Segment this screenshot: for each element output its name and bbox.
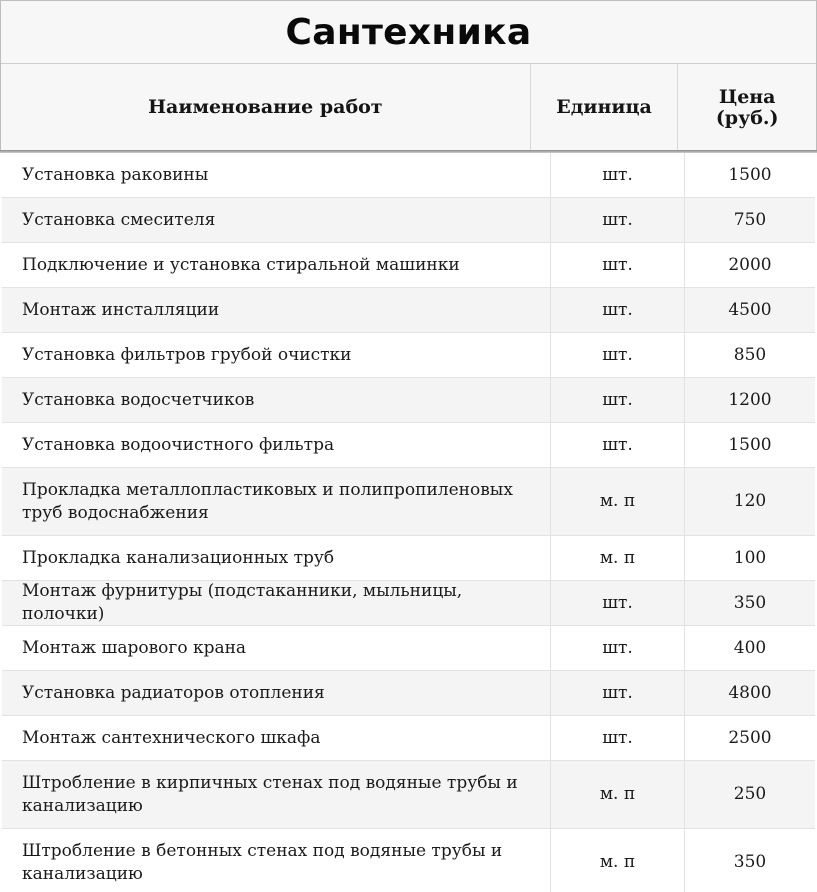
cell-unit: шт. [551,153,685,197]
title-row [1,1,816,64]
table-row [2,761,815,829]
table-row [2,829,815,892]
cell-unit: шт. [551,288,685,332]
cell-unit: шт. [551,333,685,377]
cell-price: 100 [733,547,767,568]
column-header-name [1,64,531,151]
page-title: Сантехника [285,11,532,53]
cell-name: Установка смесителя [2,198,551,242]
table-body [2,153,815,892]
cell-name: Монтаж сантехнического шкафа [2,716,551,760]
cell-price: 2500 [728,727,772,748]
cell-name: Установка фильтров грубой очистки [2,333,551,377]
cell-price: 1500 [728,434,772,455]
cell-name: Установка раковины [2,153,551,197]
cell-price: 4500 [728,299,772,320]
cell-name: Подключение и установка стиральной машинки [2,243,551,287]
table-row [2,333,815,378]
cell-unit: м. п [551,536,685,580]
cell-price: 1500 [728,164,772,185]
cell-unit: шт. [551,671,685,715]
table-row [2,468,815,536]
cell-name: Монтаж шарового крана [2,626,551,670]
cell-unit: шт. [551,716,685,760]
cell-unit: шт. [551,626,685,670]
cell-unit: шт. [551,198,685,242]
cell-name: Прокладка канализационных труб [2,536,551,580]
table-row [2,716,815,761]
cell-price: 4800 [728,682,772,703]
column-header-price-label: Цена (руб.) [715,85,779,129]
column-header-price [678,64,816,151]
cell-price: 120 [733,491,767,511]
table-row [2,378,815,423]
table-row [2,536,815,581]
cell-unit: шт. [551,423,685,467]
table-row [2,243,815,288]
cell-name: Штробление в бетонных стенах под водяные трубы и канализацию [2,829,551,892]
cell-unit: шт. [551,581,685,625]
cell-name: Установка радиаторов отопления [2,671,551,715]
column-header-unit [531,64,679,151]
cell-unit: м. п [551,761,685,828]
cell-name: Установка водосчетчиков [2,378,551,422]
cell-price: 2000 [728,254,772,275]
cell-unit: шт. [551,378,685,422]
cell-name: Монтаж инсталляции [2,288,551,332]
cell-price: 250 [733,784,767,804]
cell-price: 350 [733,852,767,872]
column-header-unit-label: Единица [556,96,652,118]
cell-unit: м. п [551,829,685,892]
table-row [2,581,815,626]
column-header-name-label: Наименование работ [148,96,383,118]
cell-price: 750 [733,209,767,230]
cell-price: 1200 [728,389,772,410]
table-row [2,288,815,333]
cell-price: 350 [733,592,767,613]
column-header-row [1,64,816,151]
table-row [2,423,815,468]
table-row [2,626,815,671]
cell-name: Установка водоочистного фильтра [2,423,551,467]
table-row [2,671,815,716]
cell-unit: м. п [551,468,685,535]
table-row [2,198,815,243]
cell-name: Монтаж фурнитуры (подстаканники, мыльницы, полочки) [2,581,551,625]
table-header [0,0,817,152]
cell-name: Штробление в кирпичных стенах под водяные трубы и канализацию [2,761,551,828]
cell-price: 850 [733,344,767,365]
cell-name: Прокладка металлопластиковых и полипропиленовых труб водоснабжения [2,468,551,535]
cell-price: 400 [733,637,767,658]
table-row [2,153,815,198]
cell-unit: шт. [551,243,685,287]
